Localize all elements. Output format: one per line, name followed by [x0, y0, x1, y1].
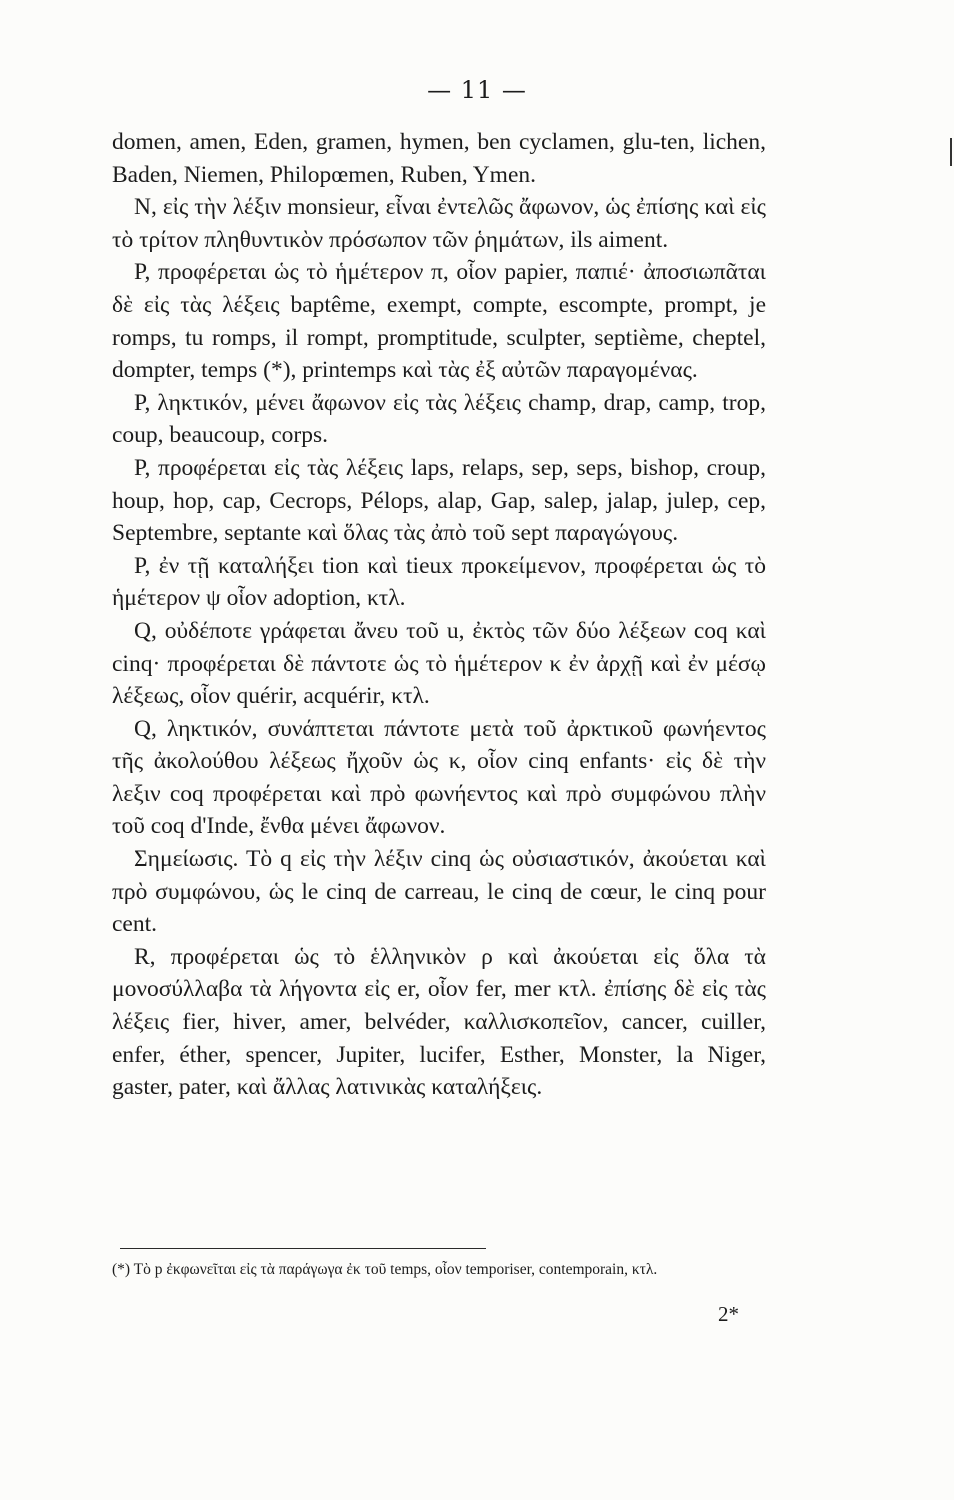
signature-mark: 2* [718, 1302, 739, 1326]
paragraph-final-p-silent: P, ληκτικόν, μένει ἄφωνον εἰς τὰς λέξεις champ, drap, camp, trop, coup, beaucoup, corps. [112, 389, 766, 449]
paragraph-final-q: Q, ληκτικόν, συνάπτεται πάντοτε μετὰ τοῦ ἀρκτικοῦ φωνήεντος τῆς ἀκολούθου λέξεως ἤχοῦν ὡς κ, οἷον cinq enfants· εἰς δὲ τὴν λεξιν coq προφέρεται καὶ πρὸ φωνήεντος καὶ πρὸ συμφώνου πλὴν τοῦ coq d'Inde, ἔνθα μένει ἄφωνον. [112, 715, 766, 840]
paragraph-continuation: domen, amen, Eden, gramen, hymen, ben cyclamen, glu-ten, lichen, Baden, Niemen, Philopœmen, Ruben, Ymen. [112, 129, 766, 188]
paragraph-letter-q: Q, οὐδέποτε γράφεται ἄνευ τοῦ u, ἐκτὸς τῶν δύο λέξεων coq καὶ cinq· προφέρεται δὲ πάντοτε ὡς τὸ ἡμέτερον κ ἐν ἀρχῇ καὶ ἐν μέσῳ λέξεως, οἷον quérir, acquérir, κτλ. [112, 617, 766, 710]
paragraph-final-p-pronounced: P, προφέρεται εἰς τὰς λέξεις laps, relaps, sep, seps, bishop, croup, houp, hop, cap, Cecrops, Pélops, alap, Gap, salep, jalap, julep, cep, Septembre, septante καὶ ὅλας τὰς ἀπὸ τοῦ sept παραγώγους. [112, 454, 766, 547]
paragraph-note-cinq: Σημείωσις. Τὸ q εἰς τὴν λέξιν cinq ὡς οὐσιαστικόν, ἀκούεται καὶ πρὸ συμφώνου, ὡς le cinq de carreau, le cinq de cœur, le cinq pour cent. [112, 846, 766, 938]
main-text [112, 126, 766, 1104]
paragraph-letter-n: N, εἰς τὴν λέξιν monsieur, εἶναι ἐντελῶς ἄφωνον, ὡς ἐπίσης καὶ εἰς τὸ τρίτον πληθυντικὸν πρόσωπον τῶν ῥημάτων, ils aiment. [112, 194, 766, 253]
footnote-divider [120, 1248, 486, 1249]
paragraph-letter-p: P, προφέρεται ὡς τὸ ἡμέτερον π, οἷον papier, παπιέ· ἀποσιωπᾶται δὲ εἰς τὰς λέξεις baptême, exempt, compte, escompte, prompt, je romps, tu romps, il rompt, promptitude, sculpter, septième, cheptel, dompter, temps (*), printemps καὶ τὰς ἐξ αὐτῶν παραγομένας. [112, 259, 766, 384]
footnote: (*) Τὸ p ἐκφωνεῖται εἰς τὰ παράγωγα ἐκ τοῦ temps, οἷον temporiser, contemporain, κτλ. [112, 1261, 658, 1278]
page-number: — 11 — [427, 76, 527, 104]
paragraph-p-tion: P, ἐν τῇ καταλήξει tion καὶ tieux προκείμενον, προφέρεται ὡς τὸ ἡμέτερον ψ οἷον adoption, κτλ. [112, 552, 766, 612]
page-edge-mark [950, 138, 952, 166]
paragraph-letter-r: R, προφέρεται ὡς τὸ ἑλληνικὸν ρ καὶ ἀκούεται εἰς ὅλα τὰ μονοσύλλαβα τὰ λήγοντα εἰς er, οἷον fer, mer κτλ. ἐπίσης δὲ εἰς τὰς λέξεις fier, hiver, amer, belvéder, καλλισκοπεῖον, cancer, cuiller, enfer, éther, spencer, Jupiter, lucifer, Esther, Monster, la Niger, gaster, pater, καὶ ἄλλας λατινικὰς καταλήξεις. [112, 943, 766, 1101]
